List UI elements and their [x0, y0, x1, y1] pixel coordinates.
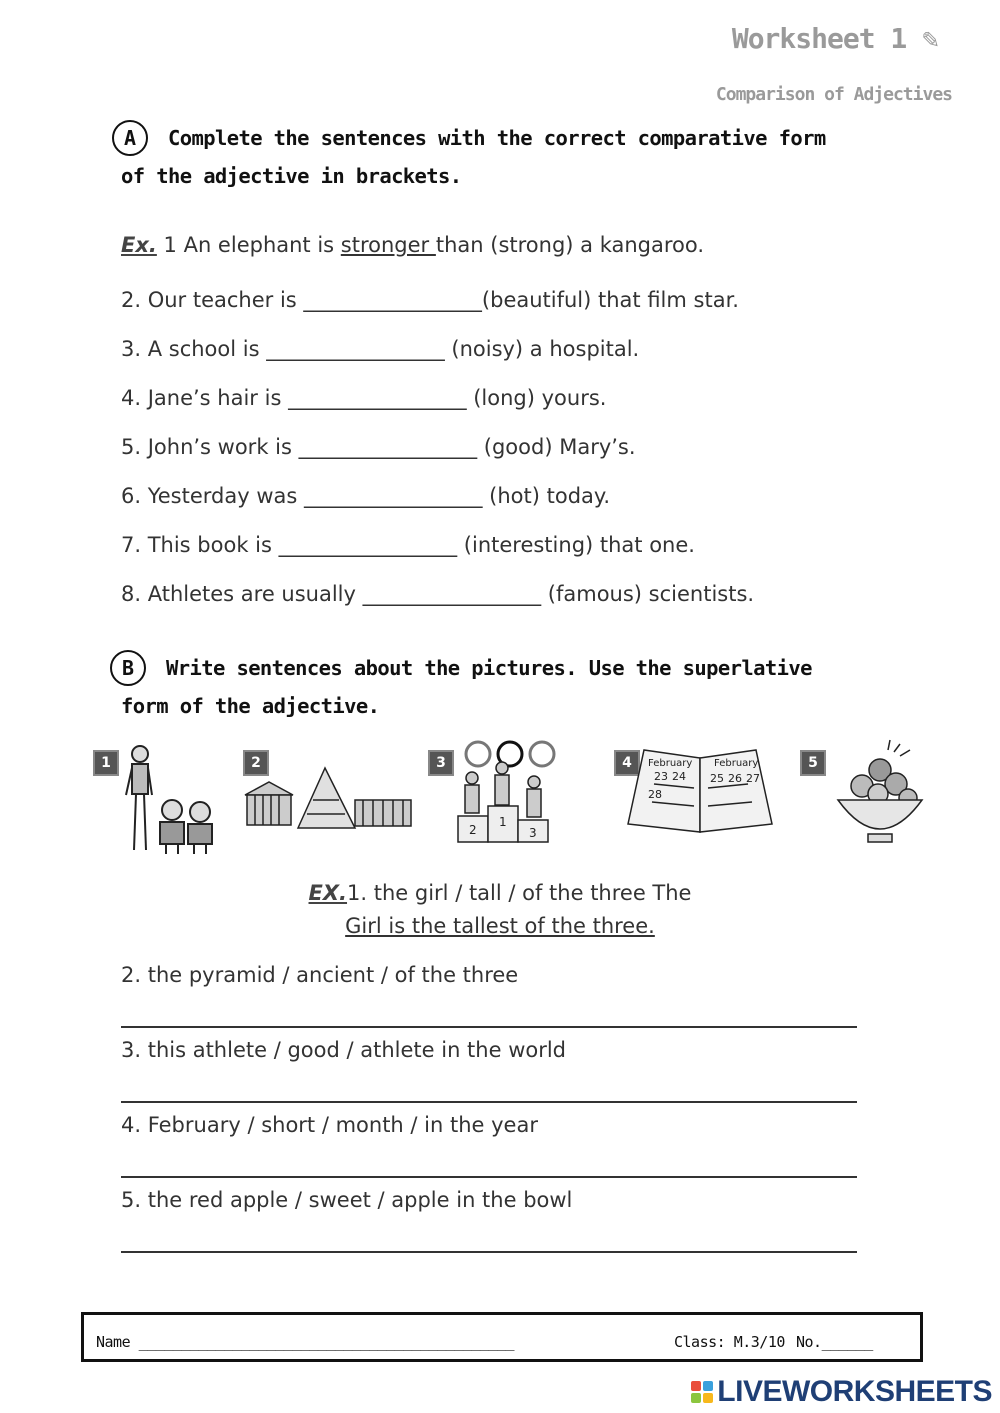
sentence-5[interactable]: 5. John’s work is _________________ (good) Mary’s. — [121, 435, 636, 459]
answer-line-5[interactable] — [121, 1251, 857, 1253]
picture-4-number: 4 — [614, 750, 640, 776]
podium-number-2: 2 — [469, 823, 477, 837]
example-text-after: than (strong) a kangaroo. — [435, 233, 705, 257]
sentence-3[interactable]: 3. A school is _________________ (noisy) a hospital. — [121, 337, 640, 361]
calendar-book-icon — [624, 744, 776, 836]
number-field[interactable]: No.______ — [796, 1333, 873, 1351]
worksheet-title-text: Worksheet 1 — [731, 22, 907, 55]
liveworksheets-logo-text: LIVEWORKSHEETS — [717, 1375, 992, 1408]
calendar-day-5: 27 — [746, 772, 760, 785]
sentence-8[interactable]: 8. Athletes are usually _________________ (famous) scientists. — [121, 582, 755, 606]
calendar-month-left: February — [648, 758, 693, 769]
worksheet-subtitle: Comparison of Adjectives — [715, 84, 952, 105]
calendar-day-3: 25 — [710, 772, 724, 785]
calendar-day-2: 24 — [672, 770, 686, 783]
prompt-2: 2. the pyramid / ancient / of the three — [121, 963, 519, 987]
section-b-example-answer-row — [0, 914, 1000, 938]
podium-number-3: 3 — [529, 826, 537, 840]
answer-line-2[interactable] — [121, 1026, 857, 1028]
calendar-day-6: 28 — [648, 788, 662, 801]
fruit-bowl-icon — [834, 738, 926, 850]
podium-number-1: 1 — [499, 815, 507, 829]
calendar-month-right: February — [714, 758, 759, 769]
name-field[interactable]: Name ____________________________________________ — [96, 1333, 515, 1351]
liveworksheets-logo-icon — [691, 1381, 713, 1403]
calendar-day-4: 26 — [728, 772, 742, 785]
calendar-day-1: 23 — [654, 770, 668, 783]
example-text-before: 1 An elephant is — [156, 233, 341, 257]
section-a-instruction-line1: Complete the sentences with the correct comparative form — [168, 126, 826, 150]
sentence-4[interactable]: 4. Jane’s hair is _________________ (long) yours. — [121, 386, 607, 410]
example-label: Ex. — [121, 233, 157, 257]
pyramid-and-buildings-icon — [243, 760, 415, 835]
picture-1-number: 1 — [93, 750, 119, 776]
sentence-2[interactable]: 2. Our teacher is _________________(beautiful) that film star. — [121, 288, 739, 312]
prompt-4: 4. February / short / month / in the year — [121, 1113, 538, 1137]
section-b-example-answer: Girl is the tallest of the three. — [345, 914, 655, 938]
sentence-6[interactable]: 6. Yesterday was _________________ (hot) today. — [121, 484, 611, 508]
girl-and-boys-icon — [120, 740, 220, 858]
section-b-example-prompt — [0, 881, 1000, 905]
olympic-podium-icon — [450, 738, 565, 850]
section-b-marker: B — [110, 650, 146, 686]
section-b-instruction-line1: Write sentences about the pictures. Use the superlative — [166, 656, 812, 680]
section-a-instruction-line2: of the adjective in brackets. — [121, 164, 462, 188]
picture-5-number: 5 — [800, 750, 826, 776]
sentence-7[interactable]: 7. This book is _________________ (interesting) that one. — [121, 533, 695, 557]
pencil-icon: ✎ — [922, 22, 938, 55]
section-b-example-label: EX. — [308, 881, 348, 905]
worksheet-title — [732, 22, 938, 55]
liveworksheets-logo — [691, 1375, 992, 1409]
section-a-example — [121, 233, 704, 257]
example-answer: stronger — [340, 233, 436, 257]
student-info-box — [81, 1312, 923, 1362]
answer-line-4[interactable] — [121, 1176, 857, 1178]
section-a-marker: A — [112, 120, 148, 156]
picture-3-number: 3 — [428, 750, 454, 776]
prompt-5: 5. the red apple / sweet / apple in the bowl — [121, 1188, 573, 1212]
answer-line-3[interactable] — [121, 1101, 857, 1103]
prompt-3: 3. this athlete / good / athlete in the world — [121, 1038, 567, 1062]
section-b-example-text: 1. the girl / tall / of the three The — [347, 881, 692, 905]
section-b-instruction-line2: form of the adjective. — [121, 694, 380, 718]
picture-2-number: 2 — [243, 750, 269, 776]
class-label: Class: M.3/10 — [674, 1333, 785, 1351]
